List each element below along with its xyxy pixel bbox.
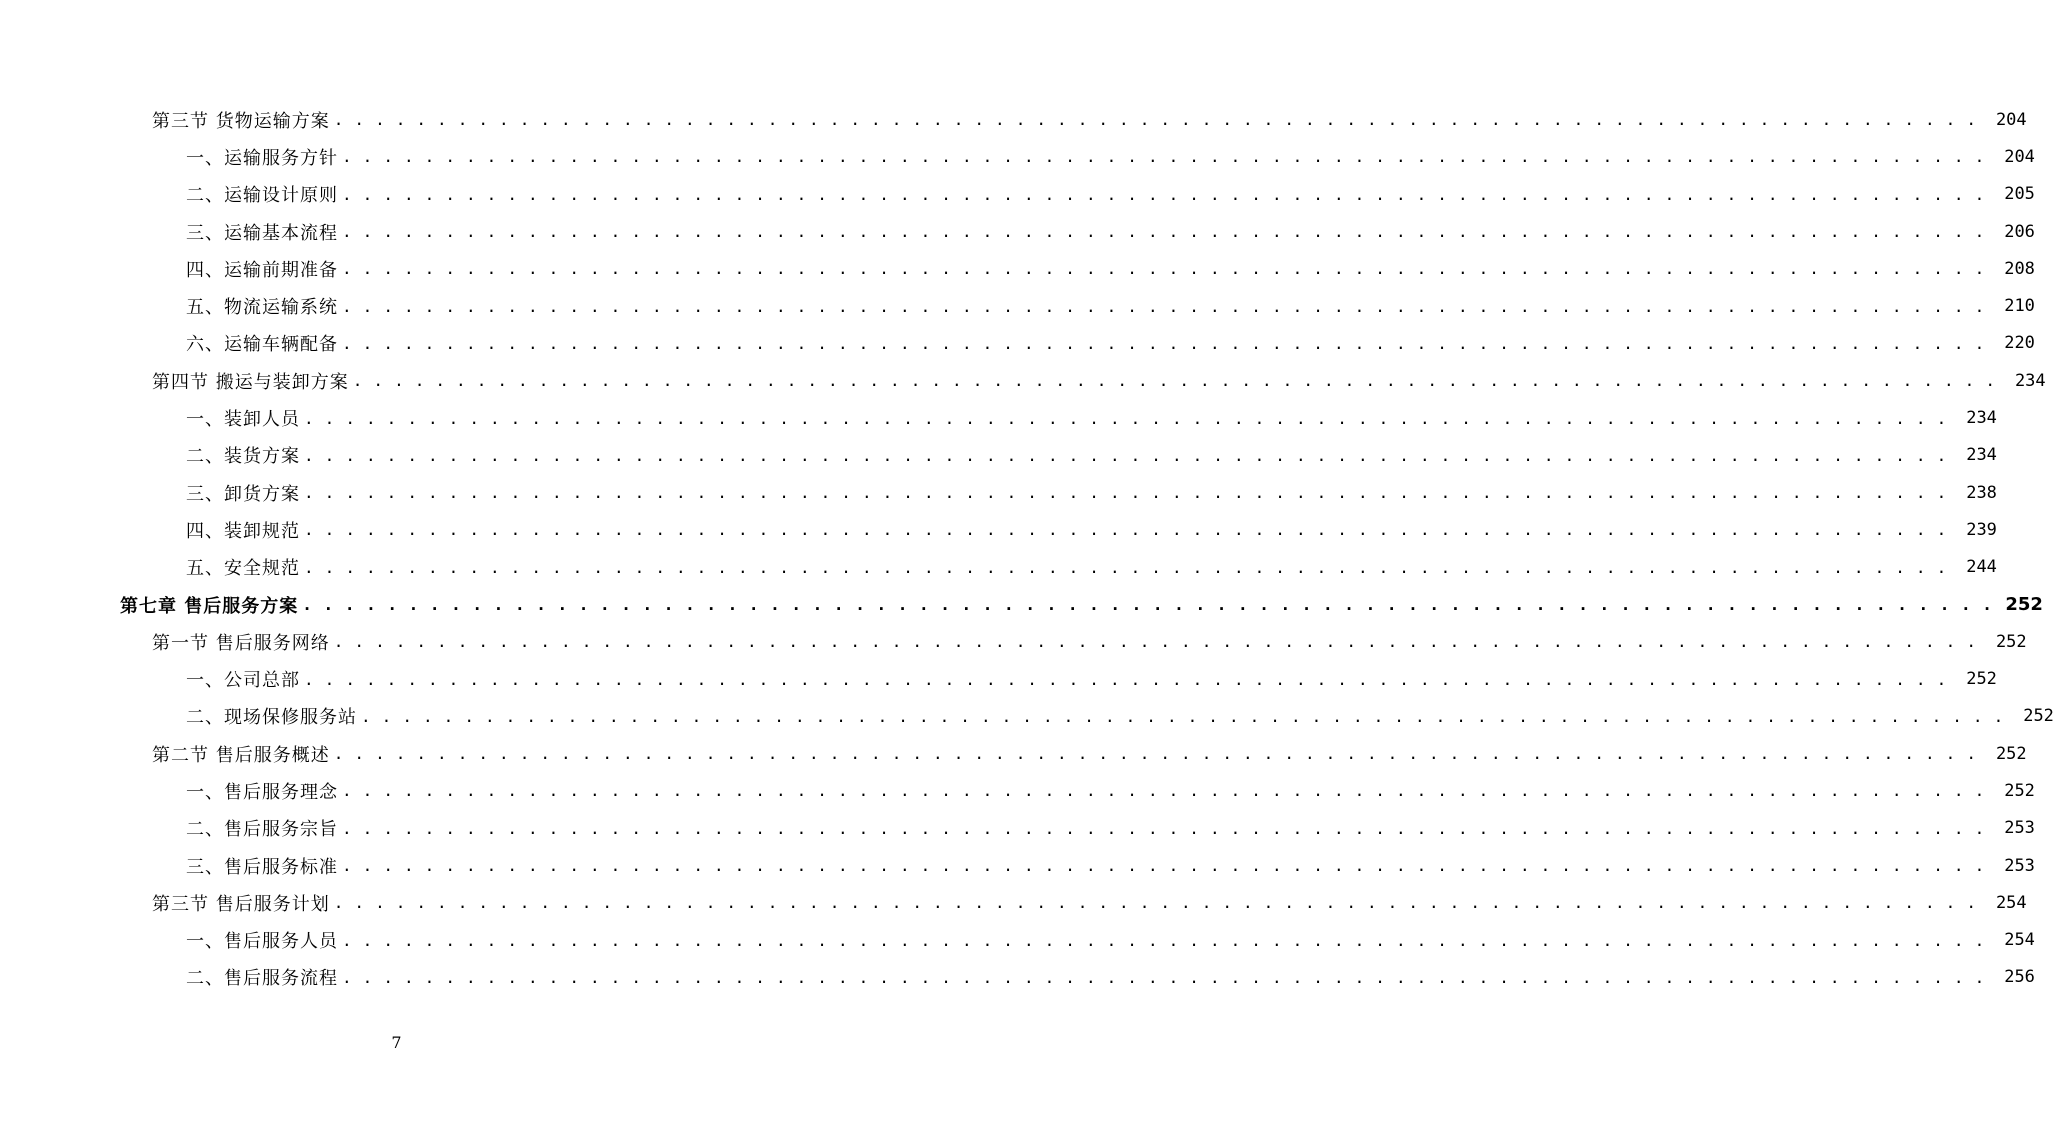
toc-entry-page: 256 — [2004, 967, 2035, 988]
toc-entry-page: 252 — [1995, 743, 2027, 764]
toc-entry-item[interactable] — [0, 698, 2054, 735]
table-of-contents — [0, 101, 2054, 996]
toc-entry-page: 252 — [2023, 706, 2054, 727]
dot-leader: . . . . . . . . . . . . . . . . . . . . . . . . . . . . . . . . . . . . . . . . . . . . . . . . . . . . . . . . . . . . . . . . . . . . . . . . . . . . . . . . — [342, 856, 1985, 876]
toc-entry-item[interactable] — [0, 922, 2035, 959]
toc-entry-page: 208 — [2004, 258, 2035, 279]
dot-leader: . . . . . . . . . . . . . . . . . . . . . . . . . . . . . . . . . . . . . . . . . . . . . . . . . . . . . . . . . . . . . . . . . . . . . . . . . . . . . . . . — [342, 967, 1985, 987]
toc-entry-page: 253 — [2004, 818, 2035, 839]
toc-entry-item[interactable] — [0, 847, 2035, 884]
dot-leader: . . . . . . . . . . . . . . . . . . . . . . . . . . . . . . . . . . . . . . . . . . . . . . . . . . . . . . . . . . . . . . . . . . . . . . . . . . . . . . . . — [333, 893, 1977, 913]
toc-entry-page: 252 — [1995, 631, 2027, 652]
toc-entry-page: 254 — [1995, 892, 2027, 913]
toc-entry-title: 二、运输设计原则 — [186, 185, 338, 207]
dot-leader: . . . . . . . . . . . . . . . . . . . . . . . . . . . . . . . . . . . . . . . . . . . . . . . . . . . . . . . . . . . . . . . . . . . . . . . . . . . . . . . . — [304, 557, 1947, 577]
toc-entry-title: 二、现场保修服务站 — [186, 707, 357, 729]
toc-entry-item[interactable] — [0, 549, 1997, 586]
toc-entry-title: 第一节 售后服务网络 — [152, 632, 330, 654]
toc-entry-page: 206 — [2004, 221, 2035, 242]
toc-entry-title: 二、装货方案 — [186, 446, 300, 468]
toc-entry-page: 234 — [1966, 445, 1997, 466]
toc-entry-page: 254 — [2004, 930, 2035, 951]
toc-entry-page: 239 — [1966, 519, 1997, 540]
toc-entry-item[interactable] — [0, 176, 2035, 213]
toc-entry-section[interactable] — [0, 101, 2027, 138]
toc-entry-page: 234 — [1966, 408, 1997, 429]
dot-leader: . . . . . . . . . . . . . . . . . . . . . . . . . . . . . . . . . . . . . . . . . . . . . . . . . . . . . . . . . . . . . . . . . . . . . . . . . . . . . . . . — [333, 744, 1977, 764]
toc-entry-item[interactable] — [0, 810, 2035, 847]
toc-entry-title: 二、售后服务宗旨 — [186, 819, 338, 841]
toc-entry-page: 204 — [1995, 109, 2027, 130]
toc-entry-item[interactable] — [0, 511, 1997, 548]
toc-entry-item[interactable] — [0, 474, 1997, 511]
dot-leader: . . . . . . . . . . . . . . . . . . . . . . . . . . . . . . . . . . . . . . . . . . . . . . . . . . . . . . . . . . . . . . . . . . . . . . . . . . . . . . . . — [342, 222, 1985, 242]
toc-entry-item[interactable] — [0, 325, 2035, 362]
dot-leader: . . . . . . . . . . . . . . . . . . . . . . . . . . . . . . . . . . . . . . . . . . . . . . . . . . . . . . . . . . . . . . . . . . . . . . . . . . . . . . . . — [342, 818, 1985, 838]
dot-leader: . . . . . . . . . . . . . . . . . . . . . . . . . . . . . . . . . . . . . . . . . . . . . . . . . . . . . . . . . . . . . . . . . . . . . . . . . . . . . . . . — [304, 483, 1947, 503]
toc-entry-page: 253 — [2004, 855, 2035, 876]
dot-leader: . . . . . . . . . . . . . . . . . . . . . . . . . . . . . . . . . . . . . . . . . . . . . . . . . . . . . . . . . . . . . . . . . . . . . . . . . . . . . . . . — [304, 408, 1947, 428]
toc-entry-page: 210 — [2004, 296, 2035, 317]
dot-leader: . . . . . . . . . . . . . . . . . . . . . . . . . . . . . . . . . . . . . . . . . . . . . . . . . . . . . . . . . . . . . . . . . . . . . . . . . . . . . . . . — [333, 632, 1977, 652]
dot-leader: . . . . . . . . . . . . . . . . . . . . . . . . . . . . . . . . . . . . . . . . . . . . . . . . . . . . . . . . . . . . . . . . . . . . . . . . . . . . . . . . — [342, 930, 1985, 950]
dot-leader: . . . . . . . . . . . . . . . . . . . . . . . . . . . . . . . . . . . . . . . . . . . . . . . . . . . . . . . . . . . . . . . . . . . . . . . . . . . . . . . . — [342, 147, 1985, 167]
toc-entry-title: 六、运输车辆配备 — [186, 334, 338, 356]
toc-entry-item[interactable] — [0, 399, 1997, 436]
dot-leader: . . . . . . . . . . . . . . . . . . . . . . . . . . . . . . . . . . . . . . . . . . . . . . . . . . . . . . . . . . . . . . . . . . . . . . . . . . . . . . . . — [304, 669, 1947, 689]
dot-leader: . . . . . . . . . . . . . . . . . . . . . . . . . . . . . . . . . . . . . . . . . . . . . . . . . . . . . . . . . . . . . . . . . . . . . . . . . . . . . . . . — [342, 184, 1985, 204]
toc-entry-item[interactable] — [0, 660, 1997, 697]
toc-entry-page: 252 — [2005, 594, 2043, 615]
toc-entry-item[interactable] — [0, 772, 2035, 809]
toc-entry-title: 第七章 售后服务方案 — [120, 595, 299, 617]
dot-leader: . . . . . . . . . . . . . . . . . . . . . . . . . . . . . . . . . . . . . . . . . . . . . . . . . . . . . . . . . . . . . . . . . . . . . . . . . . . . . . . . — [342, 296, 1985, 316]
dot-leader: . . . . . . . . . . . . . . . . . . . . . . . . . . . . . . . . . . . . . . . . . . . . . . . . . . . . . . . . . . . . . . . . . . . . . . . . . . . . . . . . — [342, 259, 1985, 279]
dot-leader: . . . . . . . . . . . . . . . . . . . . . . . . . . . . . . . . . . . . . . . . . . . . . . . . . . . . . . . . . . . . . . . . . . . . . . . . . . . . . . . . — [333, 110, 1977, 130]
toc-entry-title: 第三节 货物运输方案 — [152, 110, 330, 132]
toc-entry-item[interactable] — [0, 213, 2035, 250]
toc-entry-page: 252 — [2004, 780, 2035, 801]
dot-leader: . . . . . . . . . . . . . . . . . . . . . . . . . . . . . . . . . . . . . . . . . . . . . . . . . . . . . . . . . . . . . . . . . . . . . . . . . . . . . . . . — [342, 781, 1985, 801]
toc-entry-item[interactable] — [0, 437, 1997, 474]
toc-entry-item[interactable] — [0, 287, 2035, 324]
toc-entry-section[interactable] — [0, 735, 2027, 772]
dot-leader: . . . . . . . . . . . . . . . . . . . . . . . . . . . . . . . . . . . . . . . . . . . . . . . . . . . . . . . . . . . . . . . . . . . . . . . . . . . . . . . . — [304, 445, 1947, 465]
toc-entry-item[interactable] — [0, 138, 2035, 175]
toc-entry-title: 三、售后服务标准 — [186, 856, 338, 878]
toc-entry-title: 三、卸货方案 — [186, 483, 300, 505]
toc-entry-title: 三、运输基本流程 — [186, 222, 338, 244]
toc-entry-title: 一、公司总部 — [186, 670, 300, 692]
toc-entry-page: 204 — [2004, 146, 2035, 167]
toc-entry-title: 四、装卸规范 — [186, 520, 300, 542]
toc-entry-page: 238 — [1966, 482, 1997, 503]
toc-entry-section[interactable] — [0, 623, 2027, 660]
toc-entry-item[interactable] — [0, 959, 2035, 996]
toc-entry-title: 一、售后服务理念 — [186, 781, 338, 803]
dot-leader: . . . . . . . . . . . . . . . . . . . . . . . . . . . . . . . . . . . . . . . . . . . . . . . . . . . . . . . . . . . . . . . . . . . . . . . . . . . . . . . . — [361, 706, 2004, 726]
toc-entry-page: 252 — [1966, 669, 1997, 690]
toc-entry-title: 一、装卸人员 — [186, 409, 300, 431]
toc-entry-item[interactable] — [0, 250, 2035, 287]
dot-leader: . . . . . . . . . . . . . . . . . . . . . . . . . . . . . . . . . . . . . . . . . . . . . . . . . . . . . . . . . . . . . . . . . . . . . . . . . . . . . . . . — [352, 371, 1996, 391]
toc-entry-title: 第二节 售后服务概述 — [152, 744, 330, 766]
toc-entry-section[interactable] — [0, 362, 2046, 399]
toc-entry-section[interactable] — [0, 884, 2027, 921]
dot-leader: . . . . . . . . . . . . . . . . . . . . . . . . . . . . . . . . . . . . . . . . . . . . . . . . . . . . . . . . . . . . . . . . . . . . . . . . . . . . . . . . — [304, 520, 1947, 540]
toc-entry-title: 第三节 售后服务计划 — [152, 893, 330, 915]
toc-entry-title: 二、售后服务流程 — [186, 968, 338, 990]
toc-entry-title: 五、物流运输系统 — [186, 297, 338, 319]
toc-entry-title: 一、运输服务方针 — [186, 147, 338, 169]
toc-entry-page: 234 — [2014, 370, 2046, 391]
toc-entry-page: 220 — [2004, 333, 2035, 354]
toc-entry-title: 一、售后服务人员 — [186, 931, 338, 953]
toc-entry-page: 205 — [2004, 184, 2035, 205]
dot-leader: . . . . . . . . . . . . . . . . . . . . . . . . . . . . . . . . . . . . . . . . . . . . . . . . . . . . . . . . . . . . . . . . . . . . . . . . . . . . . . . . — [302, 595, 1993, 614]
toc-entry-title: 四、运输前期准备 — [186, 259, 338, 281]
toc-entry-page: 244 — [1966, 557, 1997, 578]
page-number: 7 — [391, 1033, 402, 1052]
toc-entry-chapter[interactable] — [0, 586, 2043, 623]
dot-leader: . . . . . . . . . . . . . . . . . . . . . . . . . . . . . . . . . . . . . . . . . . . . . . . . . . . . . . . . . . . . . . . . . . . . . . . . . . . . . . . . — [342, 333, 1985, 353]
toc-entry-title: 第四节 搬运与装卸方案 — [152, 371, 349, 393]
toc-entry-title: 五、安全规范 — [186, 558, 300, 580]
